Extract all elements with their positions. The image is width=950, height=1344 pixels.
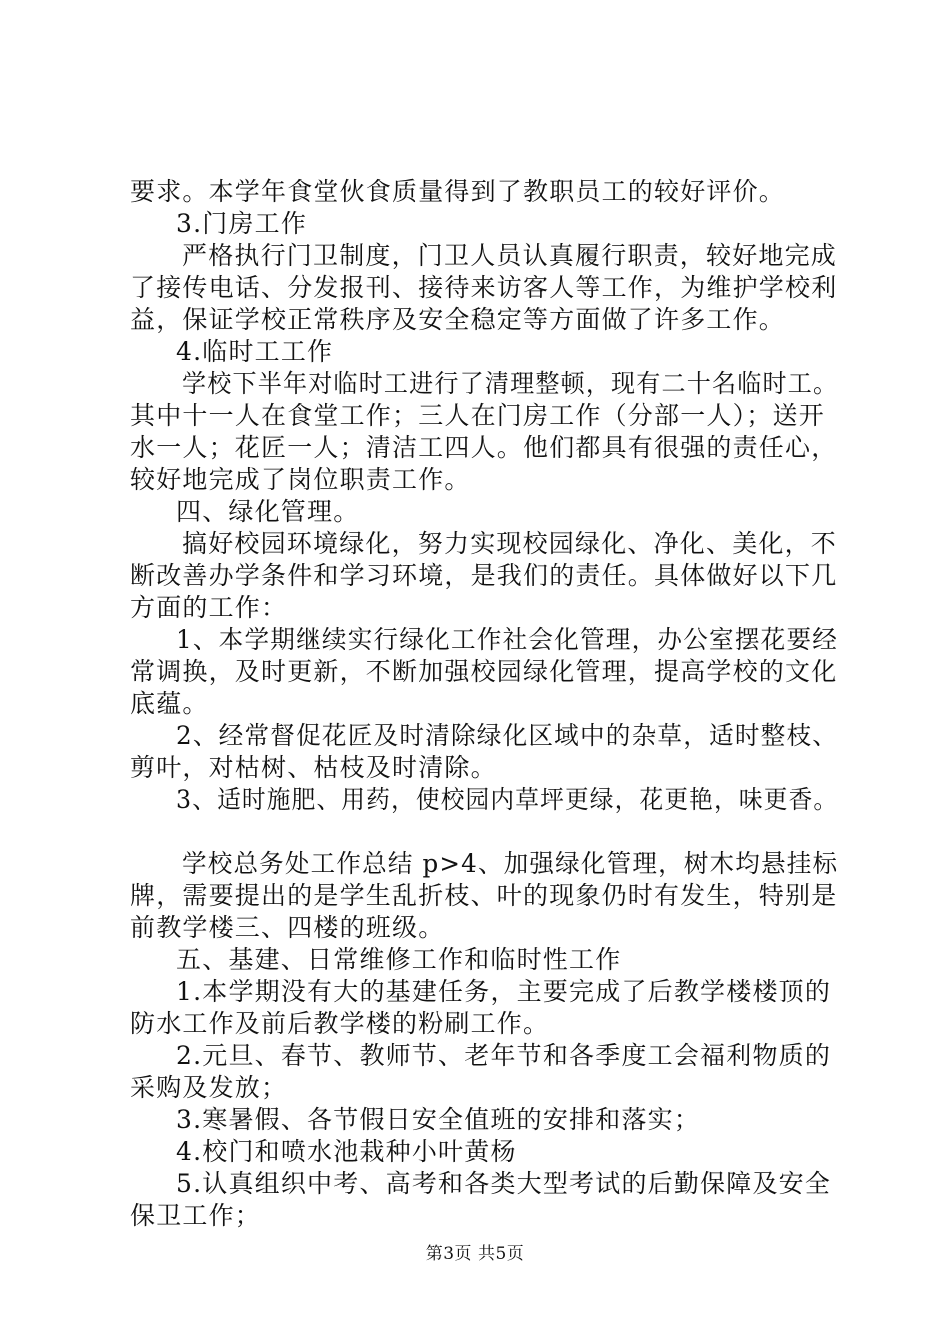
- text-line: 保卫工作；: [130, 1201, 262, 1230]
- subheading-temp-workers: 4.临时工工作: [176, 337, 334, 366]
- text-line: 其中十一人在食堂工作；三人在门房工作（分部一人）；送开: [130, 401, 825, 430]
- text-line: 牌，需要提出的是学生乱折枝、叶的现象仍时有发生，特别是: [130, 881, 838, 910]
- page-number-footer: 第3页 共5页: [425, 1244, 525, 1264]
- section-heading-construction: 五、基建、日常维修工作和临时性工作: [176, 945, 622, 974]
- list-item: 1、本学期继续实行绿化工作社会化管理，办公室摆花要经: [176, 625, 839, 654]
- list-item: 5.认真组织中考、高考和各类大型考试的后勤保障及安全: [176, 1169, 832, 1198]
- text-line: 断改善办学条件和学习环境，是我们的责任。具体做好以下几: [130, 561, 838, 590]
- list-item: 4.校门和喷水池栽种小叶黄杨: [176, 1137, 517, 1166]
- list-item: 2.元旦、春节、教师节、老年节和各季度工会福利物质的: [176, 1041, 832, 1070]
- subheading-gatehouse: 3.门房工作: [176, 209, 308, 238]
- text-line: 了接传电话、分发报刊、接待来访客人等工作，为维护学校利: [130, 273, 838, 302]
- text-line: 益，保证学校正常秩序及安全稳定等方面做了许多工作。: [130, 305, 786, 334]
- text-line: 常调换，及时更新，不断加强校园绿化管理，提高学校的文化: [130, 657, 838, 686]
- text-line: 方面的工作：: [130, 593, 288, 622]
- text-line: 学校下半年对临时工进行了清理整顿，现有二十名临时工。: [182, 369, 839, 398]
- text-line: 采购及发放；: [130, 1073, 288, 1102]
- text-line: 学校总务处工作总结 p>4、加强绿化管理，树木均悬挂标: [182, 849, 839, 878]
- text-line: 搞好校园环境绿化，努力实现校园绿化、净化、美化，不: [182, 529, 838, 558]
- text-line: 防水工作及前后教学楼的粉刷工作。: [130, 1009, 550, 1038]
- text-line: 前教学楼三、四楼的班级。: [130, 913, 445, 942]
- text-line: 水一人；花匠一人；清洁工四人。他们都具有很强的责任心，: [130, 433, 838, 462]
- list-item: 1.本学期没有大的基建任务，主要完成了后教学楼楼顶的: [176, 977, 832, 1006]
- text-line: 严格执行门卫制度，门卫人员认真履行职责，较好地完成: [182, 241, 838, 270]
- list-item: 3、适时施肥、用药，使校园内草坪更绿，花更艳，味更香。: [176, 785, 839, 814]
- text-line: 底蕴。: [130, 689, 209, 718]
- text-line: 剪叶，对枯树、枯枝及时清除。: [130, 753, 497, 782]
- list-item: 3.寒暑假、各节假日安全值班的安排和落实；: [176, 1105, 701, 1134]
- list-item: 2、经常督促花匠及时清除绿化区域中的杂草，适时整枝、: [176, 721, 839, 750]
- text-line: 较好地完成了岗位职责工作。: [130, 465, 471, 494]
- section-heading-greening: 四、绿化管理。: [176, 497, 360, 526]
- text-line: 要求。本学年食堂伙食质量得到了教职员工的较好评价。: [130, 177, 786, 206]
